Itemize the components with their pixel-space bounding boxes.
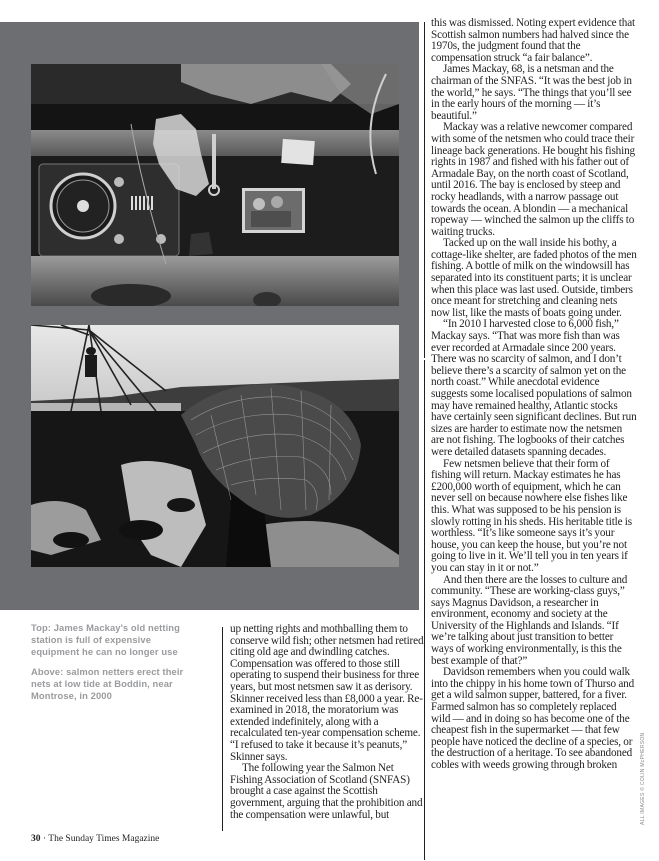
paragraph: Few netsmen believe that their form of fishing will return. Mackay estimates he has £200,000 worth of equipment, which he can never sell on because nowhere else fishes like this. What was supposed to be his pension is slowly rotting in his sheds. His heritable title is worthless. “It’s like someone says it’s your house, you can keep the house, but you’re not going to live in it. We’ll tell you in ten years if you can stay in it or not.” xyxy=(431,457,632,574)
column-divider-middle xyxy=(222,627,223,831)
paragraph: James Mackay, 68, is a netsman and the chairman of the SNFAS. “It was the best job in the world,” he says. “The things that you’ll see in the early hours of the morning — it’s beautiful.” xyxy=(431,63,632,122)
paragraph: “In 2010 I harvested close to 6,000 fish,” Mackay says. “That was more fish than was ever recorded at Armadale since 200 years. There was no scarcity of salmon, and I don’t believe there’s a scarcity of salmon yet on the north coast.” While anecdotal evidence suggests some localised populations of salmon may have remained healthy, Atlantic stocks have certainly seen significant declines. But run sizes are harder to estimate now the netsmen are not fishing. The logbooks of their catches were detailed datasets spanning decades. xyxy=(431,318,637,458)
paragraph: Mackay was a relative newcomer compared with some of the netsmen who could trace their lineage back generations. He bought his fishing rights in 1987 and fished with his father out of Armadale Bay, on the north coast of Scotland, until 2016. The bay is enclosed by steep and rocky headlands, with a narrow passage out towards the ocean. A blondin — a mechanical ropeway — winched the salmon up the cliffs to waiting trucks. xyxy=(431,121,635,238)
photo-netting-station xyxy=(31,64,399,306)
salmon-netters-image xyxy=(31,325,399,567)
caption-top-photo: Top: James Mackay's old netting station is full of expensive equipment he can no longer use xyxy=(31,622,180,657)
page-number: 30 xyxy=(31,834,41,844)
caption-bottom-photo: Above: salmon netters erect their nets at low tide at Boddin, near Montrose, in 2000 xyxy=(31,666,184,701)
publication-title: The Sunday Times Magazine xyxy=(48,834,160,844)
photo-captions xyxy=(31,622,201,702)
article-column-right xyxy=(431,18,637,772)
column-divider-right xyxy=(424,22,425,358)
paragraph: And then there are the losses to culture and community. “These are working-class guys,” says Magnus Davidson, a researcher in environment, economy and society at the University of the Highlands and Islands. “If we’re talking about just transition to better ways of working environmentally, is this the best example of that?” xyxy=(431,573,628,667)
photo-salmon-netters xyxy=(31,325,399,567)
paragraph: Tacked up on the wall inside his bothy, a cottage-like shelter, are faded photos of the men fishing. A bottle of milk on the windowsill has separated into its constituent parts; it is unclear when this place was last used. Outside, timbers once meant for stretching and cleaning nets now list, like the masts of boats going under. xyxy=(431,237,637,319)
folio-separator: · xyxy=(42,834,47,844)
paragraph: The following year the Salmon Net Fishing Association of Scotland (SNFAS) brought a case against the Scottish government, arguing that the prohibition and the compensation were unlawful, but xyxy=(230,762,423,821)
paragraph: up netting rights and mothballing them to conserve wild fish; other netsmen had retired citing old age and dwindling catches. Compensation was offered to those still operating to suspend their business for three years, but most netsmen saw it as derisory. Skinner received less than £8,000 a year. Re-examined in 2018, the moratorium was extended indefinitely, along with a recalculated ten-year compensation scheme. “I refused to take it because it’s peanuts,” Skinner says. xyxy=(230,623,424,763)
paragraph: this was dismissed. Noting expert evidence that Scottish salmon numbers had halved since the 1970s, the judgment found that the compensation struck “a fair balance”. xyxy=(431,17,635,64)
page-folio xyxy=(31,834,159,844)
paragraph: Davidson remembers when you could walk into the chippy in his home town of Thurso and get a wild salmon supper, battered, for a fiver. Farmed salmon has so completely replaced wild — and in doing so has become one of the cheapest fish in the supermarket — that few people have noticed the decline of a species, or the destruction of a heritage. To see abandoned cobles with weeds growing through broken xyxy=(431,666,635,771)
photo-credit: ALL IMAGES © COLIN McPHERSON xyxy=(640,732,646,825)
article-column-middle xyxy=(230,624,426,821)
netting-station-image xyxy=(31,64,399,306)
